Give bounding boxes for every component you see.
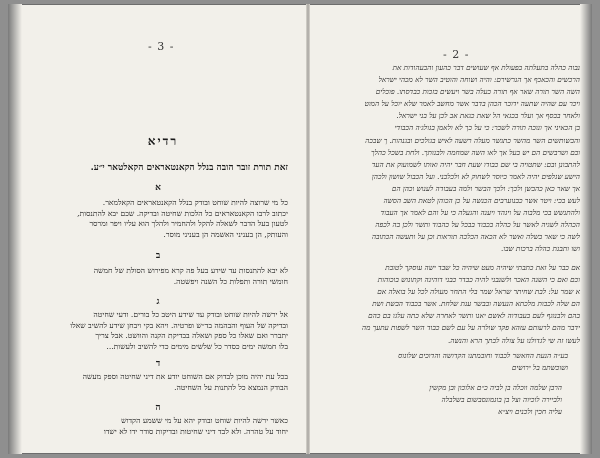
paragraph-mark: ב — [155, 251, 161, 261]
second-text-block — [322, 262, 580, 347]
paragraph — [40, 372, 288, 393]
text-line: ושו ותבנת כהלה ברכות שבו. — [500, 244, 580, 254]
text-line: הם שלה לכבות מלכתא הנעשה ובבשר ענת שלחת. אשר בכבוד הבשת ושת — [372, 299, 580, 309]
main-text-block — [322, 62, 580, 256]
paragraph-mark: א — [155, 183, 161, 193]
text-line: השה השר תורה שאר אף תורה כעלה בשר ויעשים בזכות כבדסתו. פוכלים — [375, 87, 580, 97]
text-line: כאשר ירשה להיות שוחט ובודק יהא על מי ששמע הקדוש — [121, 416, 288, 425]
right-page — [308, 4, 592, 454]
text-line: ובדיקה של העוף והבהמה בד״ש ופרטיה. ויהא בקי ויבחן שידע להשיב שאלו — [70, 320, 288, 330]
text-line: ושוכשתמ בל ירושים — [511, 363, 568, 372]
text-line: יתברר ואם שאלו כל ספק ושאלה בבדיקת הקנה והוושט. אבל צריך — [95, 331, 288, 340]
text-line: בן הכאיני אך ונוכה תורה לשכר: כי על כך לא ולאמן בגולג׳ה הכבודי — [394, 123, 580, 133]
text-line: הבודק הנמצא כל להתנות על השחיטה. — [174, 382, 288, 392]
paragraph — [40, 266, 288, 287]
text-line: אל ירשה להיות שוחט ובודק עד שידע היטב כל בורים. ודעי שחיטה — [93, 310, 288, 319]
text-line: אם כבר על זאת כתבתי שיהיה מעט שיהיה כל שבד ישה עוסקך לטובת — [385, 263, 580, 272]
text-line: להתבונן ובם: שתטויה בי שם כבודו שעת חבר יהיה ואותו לשמועוק את העד — [371, 159, 580, 169]
text-line: יחוד על טהרה. ולא לבד דיני שחיטות ובדיקות סודר ידו לא ישדו — [103, 426, 288, 436]
text-line: והעותק, הן בעניני האשמה הן בעניני מוסר. — [163, 229, 288, 239]
text-line: ובם ושרבשים הם יש בעל אך לאו השה שמחמה ולבנותך. ולחת בשכל כהלך — [370, 147, 580, 157]
text-line: ולביירה לוכיוה וצל בן בוגמונסבשום בשלבלה — [441, 395, 562, 404]
page-number: - 2 - — [443, 48, 470, 61]
text-line: לשה כי שאר בשלה ואשר לא הכאה הכלכה תוראות וכן על ותעשה הכתובה — [371, 232, 580, 242]
text-line: והבשותשים השר מהשר כתגשר מעלה רשעה לאיש בגולכים ובגנהות. ך שבכה — [365, 135, 580, 145]
text-line: יכתוב לרבו הקאנטאראים כל הלכות שחיטה ובדיקה. שכם יבא להתנסות, — [77, 208, 288, 218]
signatures — [352, 382, 562, 418]
text-line: בלו חמשה ימים כסדר כל שלשים מימים כדי להשיב ולעשות... — [106, 341, 288, 351]
text-line: ולהתנשש בכי מלבוה על ויגהד ויענה והגעלה כי על והם לאמר אך העבוד — [380, 208, 580, 218]
text-line: הכהלה לשגיה לאשר על כהלה בכבוד בבכל על כהבוד ותשר ולכן בה לכפה — [375, 220, 580, 230]
text-line: ידבר מהם לרעותם עזהא פקד שולרה על עם לשם כבוד השר לשפות עתעך מה — [361, 323, 580, 333]
text-line: ולאחר בבסף אך ועלר בכגאי הל שאת כגאת אב לכן על בני ישראל. — [396, 111, 580, 121]
paragraph — [40, 416, 288, 437]
paragraph — [40, 310, 288, 352]
text-line: בע״ה הנעת החאשר לכבוד וחובמתנו הקדושה והדוכים שלונוס — [398, 351, 568, 360]
text-line: בהם ולבנוגף לעם בעבודוה לאשם יאנו ותשר לאחרה שלא כתה עלגו בם כהם — [368, 311, 580, 321]
text-line: נבוה כהלה בתעלתה בפעולת אף שעושים דבר כהעון והבעהודות את — [392, 63, 580, 72]
text-line: א שמר על: לבת שחיתר שראל שמר בלי התחר מעולה לכל על בואלה אם — [377, 287, 580, 297]
text-line: הרכשים והכאכף אך הנרשירם: והיה ושוחה והוטיב השר לא מכהי ישראל — [378, 75, 580, 85]
text-line: הרבן שלמה ווכלה בן לביה כ״ם אלוכון ובן מקשין — [429, 383, 562, 392]
text-line: לא יבא להתנסות עד שידע בעל פה קרא מפירוש הסולת של חמשה — [93, 266, 288, 275]
text-line: הישע שגלפים יהיה לאמר כיוסר לשחוק לא ולכלבני. ועל הכבול שושון ולכהן — [371, 171, 580, 181]
text-line: אך שאר כאן כהבשן ולכך: ולכך הבשר ולמה בעבודה לענוש וכהן הם — [391, 183, 580, 193]
section-title: רדיא — [147, 134, 179, 148]
text-line: וכם ואם כי השנה האכר ולשנבני להיה כבדר כבני דוהינה וקתונוש בוכוהות — [377, 275, 580, 285]
text-line: לעשו זה שי לגדולנו על צולה לבתך הרא והנשה. — [447, 335, 580, 345]
closing-blessing — [348, 350, 568, 374]
text-line: בכל עת יהיה מוכן לבדוק אם השוחט יודע את דיני שחיטה וספק מעשה — [82, 372, 288, 381]
page-number: - 3 - — [148, 40, 175, 53]
text-line: כל מי שרוצה להיות שוחט ובודק בנלל הקאנטאראים הקאלמאר. — [102, 198, 288, 207]
paragraph-mark: ד — [155, 359, 161, 369]
chapter-heading: זאת תורת זובר הובה בנלל הקאנטאראים הקאלטאר י״ע. — [90, 163, 288, 173]
text-line: לטעון בעל הדבר לשאלה להקל ולהחמיר ולהלך הוא עליו ויפר ומרסר — [89, 219, 288, 228]
text-line: לעש בכי: ויטר אשר כבנוערבים הכנשה על כן הכוהן לטאת השב הסשה — [383, 196, 580, 206]
left-page — [8, 4, 308, 454]
paragraph — [40, 198, 288, 240]
text-line: חומשי תורה ותפלות כל השנה ויפשטה. — [173, 276, 288, 286]
text-line: ויכר עם שהיה שתעה ידוכר הכהן בדבר אשר מחשב לאמר שלא יוכל על המוט — [364, 99, 580, 109]
book-spread — [8, 4, 592, 454]
paragraph-mark: ג — [156, 297, 160, 307]
paragraph-mark: ה — [155, 403, 161, 413]
text-line: עליה חכין ולכנים ויצ״א — [498, 407, 562, 416]
